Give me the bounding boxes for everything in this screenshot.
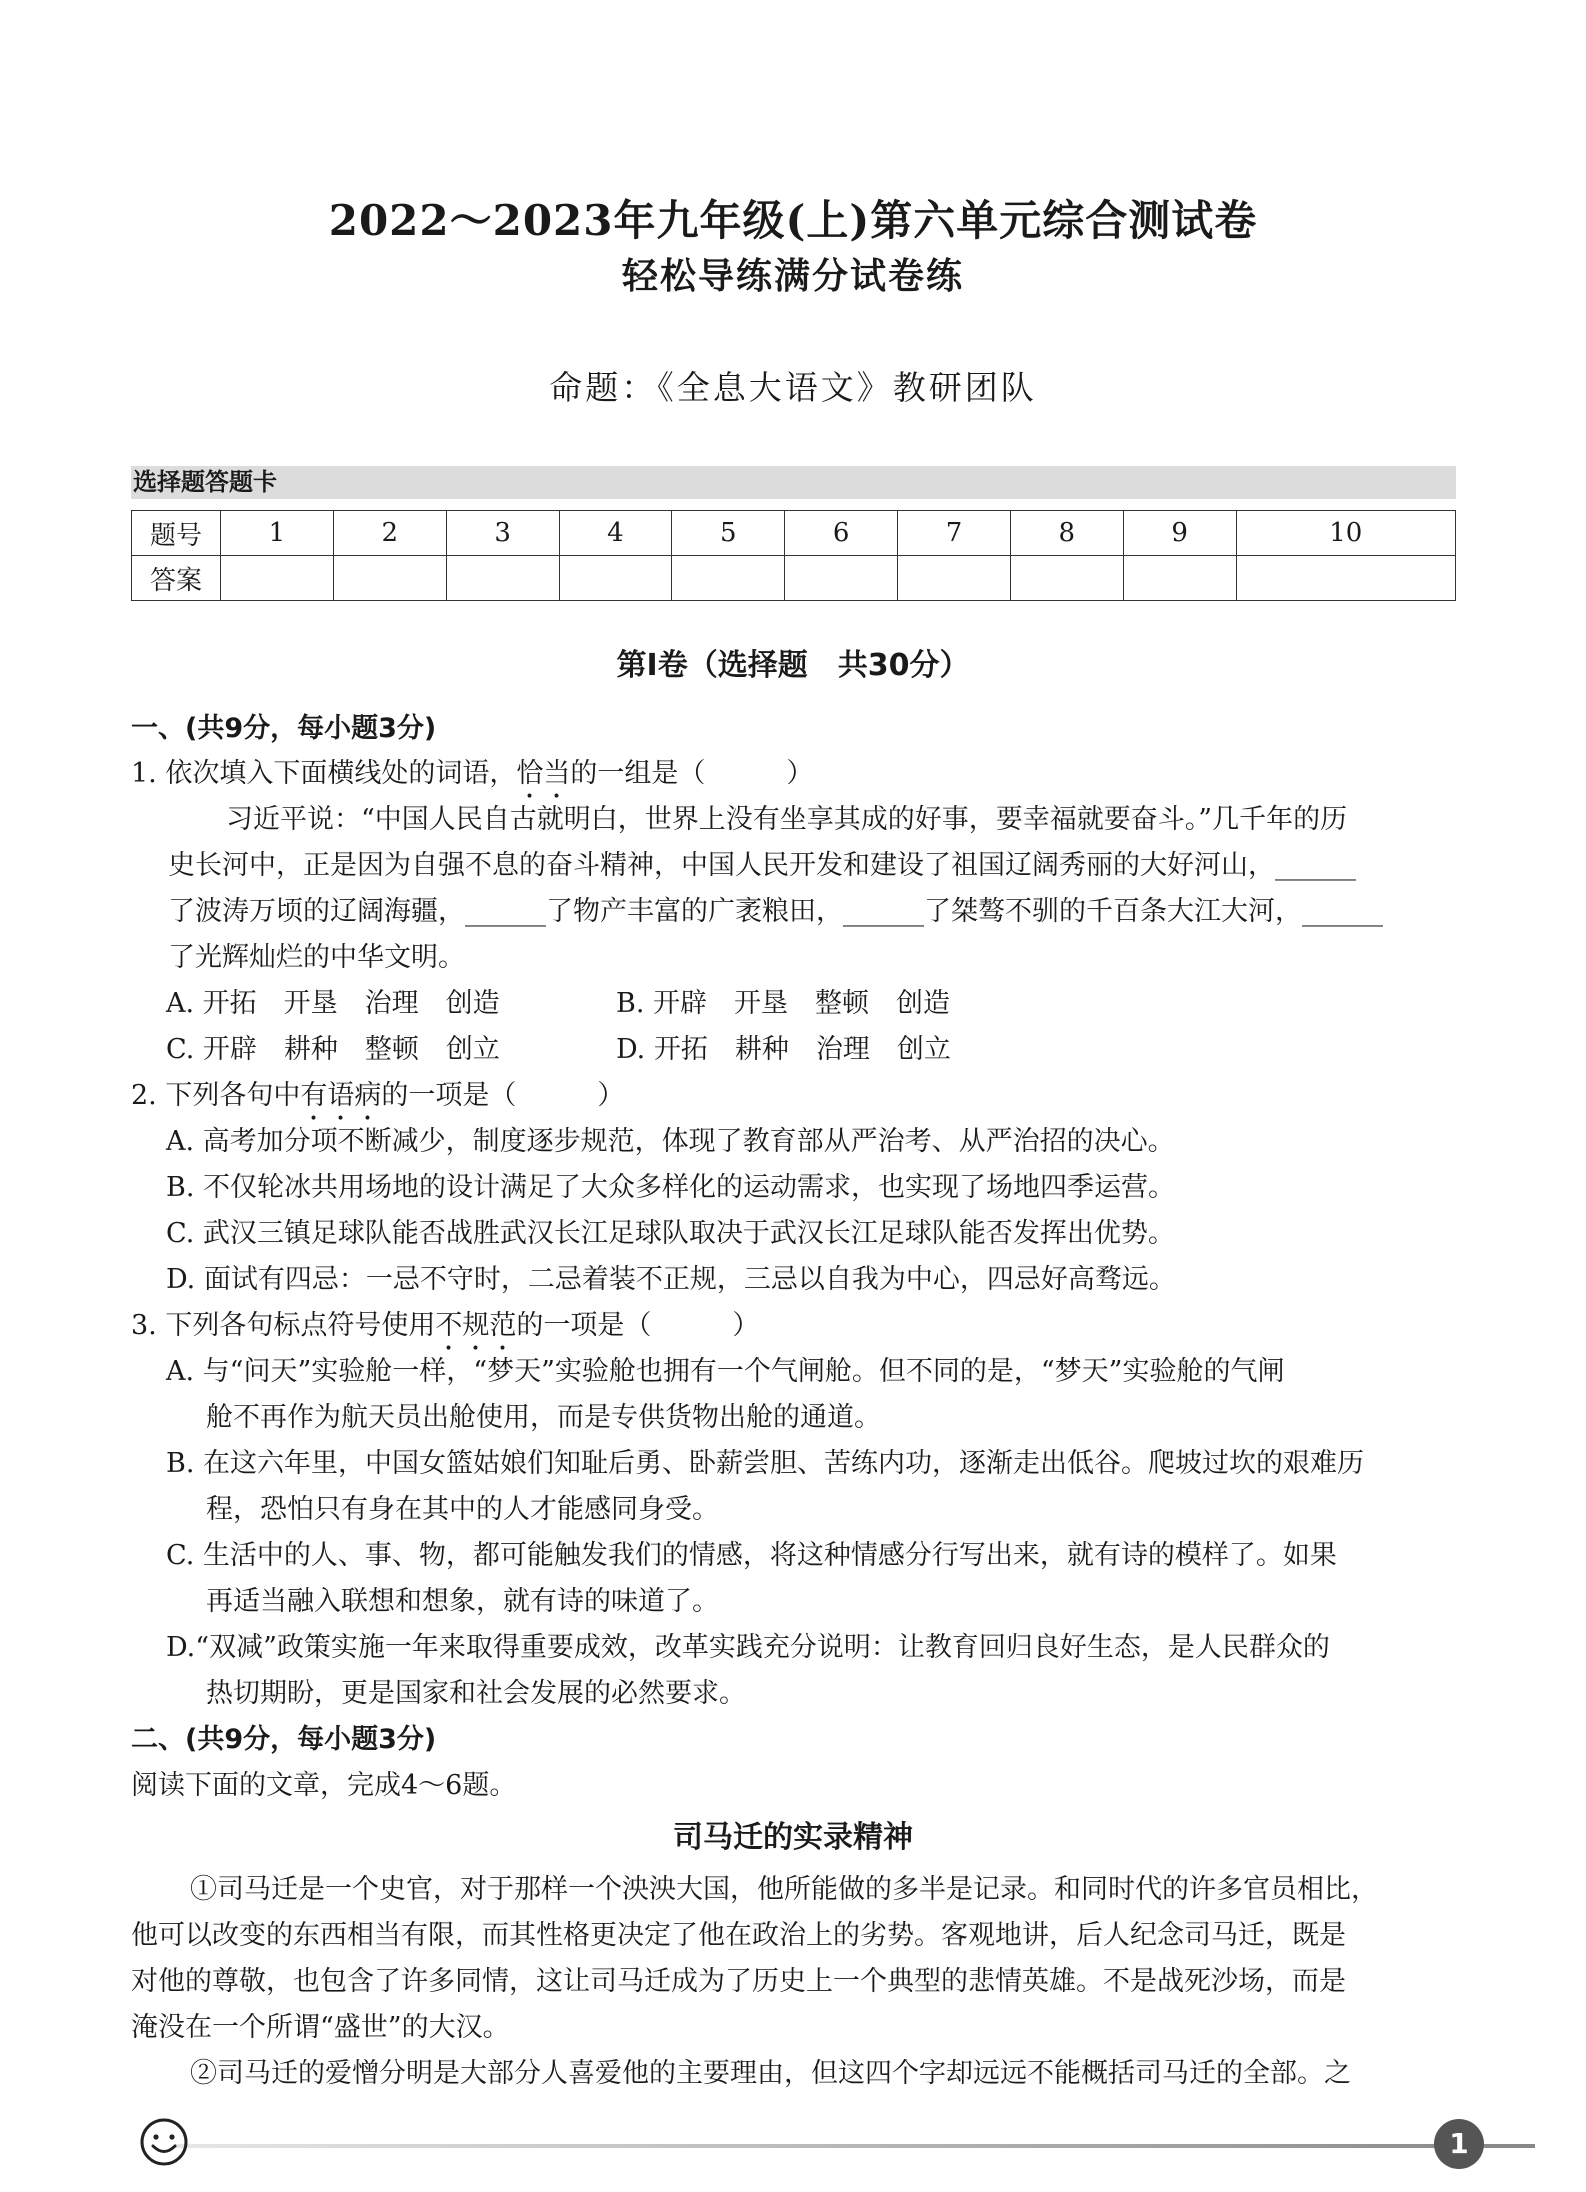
- q3-option-a-cont: 舱不再作为航天员出舱使用，而是专供货物出舱的通道。: [206, 1402, 881, 1433]
- q1-passage-line: 史长河中，正是因为自强不息的奋斗精神，中国人民开发和建设了祖国辽阔秀丽的大好河山，______: [168, 850, 1356, 881]
- q1-stem-post: 的一组是（ ）: [570, 758, 814, 789]
- question-number-cell: 4: [559, 511, 672, 556]
- q3-option-d[interactable]: D.“双减”政策实施一年来取得重要成效，改革实践充分说明：让教育回归良好生态，是人民群众的: [166, 1632, 1330, 1663]
- part2-instruction: 阅读下面的文章，完成4～6题。: [131, 1770, 517, 1801]
- q2-stem-post: 的一项是（ ）: [381, 1080, 625, 1111]
- question-number-cell: 10: [1236, 511, 1455, 556]
- q1-passage-line: 习近平说：“中国人民自古就明白，世界上没有坐享其成的好事，要幸福就要奋斗。”几千年的历: [226, 804, 1348, 835]
- article-paragraph-line: ①司马迁是一个史官，对于那样一个泱泱大国，他所能做的多半是记录。和同时代的许多官员相比，: [190, 1874, 1378, 1905]
- answer-card-answer-row: [132, 556, 1456, 601]
- q2-stem-pre: 2. 下列各句中: [131, 1080, 301, 1111]
- answer-cell[interactable]: [898, 556, 1011, 601]
- article-paragraph-line: 对他的尊敬，也包含了许多同情，这让司马迁成为了历史上一个典型的悲情英雄。不是战死沙场，而是: [131, 1966, 1346, 1997]
- question-number-cell: 6: [785, 511, 898, 556]
- part1-heading: 一、(共9分，每小题3分): [131, 713, 437, 744]
- q2-option-a[interactable]: A. 高考加分项不断减少，制度逐步规范，体现了教育部从严治考、从严治招的决心。: [166, 1126, 1175, 1157]
- row-header-number: 题号: [132, 511, 221, 556]
- question-number-cell: 1: [221, 511, 334, 556]
- answer-card-number-row: [132, 511, 1456, 556]
- question-number-cell: 5: [672, 511, 785, 556]
- answer-cell[interactable]: [1123, 556, 1236, 601]
- article-paragraph-line: 他可以改变的东西相当有限，而其性格更决定了他在政治上的劣势。客观地讲，后人纪念司马迁，既是: [131, 1920, 1346, 1951]
- row-header-answer: 答案: [132, 556, 221, 601]
- answer-cell[interactable]: [672, 556, 785, 601]
- q3-stem-pre: 3. 下列各句标点符号使用: [131, 1310, 436, 1341]
- answer-cell[interactable]: [333, 556, 446, 601]
- q3-option-d-cont: 热切期盼，更是国家和社会发展的必然要求。: [206, 1678, 746, 1709]
- document-subtitle: 轻松导练满分试卷练: [621, 255, 964, 297]
- answer-cell[interactable]: [785, 556, 898, 601]
- q2-stem-emphasis: 有语病: [300, 1080, 382, 1111]
- q1-stem-emphasis: 恰当: [516, 758, 571, 789]
- article-paragraph-line: 淹没在一个所谓“盛世”的大汉。: [131, 2012, 510, 2043]
- q2-option-b[interactable]: B. 不仅轮冰共用场地的设计满足了大众多样化的运动需求，也实现了场地四季运营。: [166, 1172, 1176, 1203]
- q3-option-b-cont: 程，恐怕只有身在其中的人才能感同身受。: [206, 1494, 719, 1525]
- section-title: 第Ⅰ卷（选择题 共30分）: [616, 648, 970, 683]
- smiley-icon: [138, 2116, 190, 2168]
- answer-cell[interactable]: [446, 556, 559, 601]
- document-title: 2022～2023年九年级(上)第六单元综合测试卷: [328, 196, 1258, 245]
- answer-cell[interactable]: [1236, 556, 1455, 601]
- q1-option-d[interactable]: D. 开拓 耕种 治理 创立: [616, 1034, 951, 1065]
- q3-option-a[interactable]: A. 与“问天”实验舱一样，“梦天”实验舱也拥有一个气闸舱。但不同的是，“梦天”实验舱的气闸: [166, 1356, 1285, 1387]
- question-number-cell: 7: [898, 511, 1011, 556]
- answer-cell[interactable]: [559, 556, 672, 601]
- question-number-cell: 9: [1123, 511, 1236, 556]
- answer-card-table: [131, 510, 1456, 601]
- article-paragraph-line: ②司马迁的爱憎分明是大部分人喜爱他的主要理由，但这四个字却远远不能概括司马迁的全部。之: [190, 2058, 1351, 2089]
- q3-stem-post: 的一项是（ ）: [516, 1310, 760, 1341]
- part2-heading: 二、(共9分，每小题3分): [131, 1724, 437, 1755]
- q1-passage-line: 了波涛万顷的辽阔海疆，______了物产丰富的广袤粮田，______了桀骜不驯的千百条大江大河，______: [168, 896, 1383, 927]
- answer-cell[interactable]: [221, 556, 334, 601]
- question-number-cell: 2: [333, 511, 446, 556]
- author-line: 命题：《全息大语文》教研团队: [549, 368, 1037, 407]
- q3-stem-emphasis: 不规范: [435, 1310, 517, 1341]
- answer-cell[interactable]: [1010, 556, 1123, 601]
- q1-option-a[interactable]: A. 开拓 开垦 治理 创造: [166, 988, 500, 1019]
- q1-passage-line: 了光辉灿烂的中华文明。: [168, 942, 465, 973]
- question-number-cell: 8: [1010, 511, 1123, 556]
- answer-card-label: 选择题答题卡: [131, 466, 1456, 499]
- q1-stem-pre: 1. 依次填入下面横线处的词语，: [131, 758, 517, 789]
- q1-option-c[interactable]: C. 开辟 耕种 整顿 创立: [166, 1034, 500, 1065]
- q2-option-d[interactable]: D. 面试有四忌：一忌不守时，二忌着装不正规，三忌以自我为中心，四忌好高骛远。: [166, 1264, 1176, 1295]
- footer-divider: [175, 2144, 1535, 2148]
- page-number: 1: [1434, 2119, 1484, 2169]
- article-title: 司马迁的实录精神: [673, 1820, 913, 1855]
- question-number-cell: 3: [446, 511, 559, 556]
- q2-option-c[interactable]: C. 武汉三镇足球队能否战胜武汉长江足球队取决于武汉长江足球队能否发挥出优势。: [166, 1218, 1175, 1249]
- q3-option-b[interactable]: B. 在这六年里，中国女篮姑娘们知耻后勇、卧薪尝胆、苦练内功，逐渐走出低谷。爬坡过坎的艰难历: [166, 1448, 1365, 1479]
- q1-option-b[interactable]: B. 开辟 开垦 整顿 创造: [616, 988, 951, 1019]
- q3-option-c-cont: 再适当融入联想和想象，就有诗的味道了。: [206, 1586, 719, 1617]
- q3-option-c[interactable]: C. 生活中的人、事、物，都可能触发我们的情感，将这种情感分行写出来，就有诗的模样了。如果: [166, 1540, 1337, 1571]
